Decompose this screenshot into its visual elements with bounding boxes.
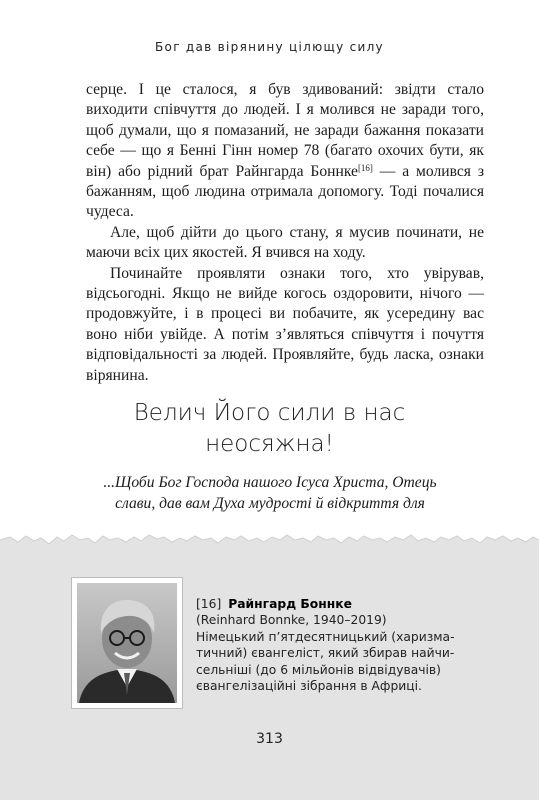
footnote-line-4: тичний) євангеліст, який збирав найчи- [196,646,455,661]
footnote-line-3: Німецький п’ятдесятницький (харизма- [196,629,455,644]
footnote-reference[interactable]: [16] [357,162,373,173]
epigraph-line-2: слави, дав вам Духа мудрості й відкриття для [115,495,425,512]
footnote-line-5: сельніші (до 6 мільйонів відвідувачів) [196,662,441,677]
author-portrait [71,577,183,709]
running-head: Бог дав вірянину цілющу силу [155,40,384,54]
section-title [0,398,539,460]
epigraph-line-1: ...Щоби Бог Господа нашого Ісуса Христа, Отець [103,474,437,491]
footnote-person-name: Райнгард Боннке [228,597,352,611]
section-title-line-2: неосяжна! [205,431,334,457]
paragraph-1-text-b: — а молився з бажанням, щоб людина отримала допомогу. Тоді почалися чудеса. [86,162,484,221]
footnote-line-2: (Reinhard Bonnke, 1940–2019) [196,613,387,628]
paragraph-2: Але, щоб дійти до цього стану, я мусив починати, не маючи всіх цих якостей. Я вчився на ходу. [86,223,484,262]
body-text [86,80,484,386]
footnote [196,596,486,694]
footnote-line-1 [196,596,486,612]
epigraph [70,472,470,514]
page-number: 313 [256,731,283,747]
paragraph-1 [86,80,484,223]
footnote-number: [16] [196,597,222,611]
footnote-line-6: євангелізаційні зібрання в Африці. [196,679,422,694]
section-title-line-1: Велич Його сили в нас [133,400,406,426]
paragraph-1-text-a: серце. І це сталося, я був здивований: звідти стало виходити співчуття до людей. І я молився не заради того, щоб думали, що я помазаний, не заради бажання показати себе — що я Бенні Гінн номер 78 (багато охочих бути, як він) або рідний брат Райнгарда Боннке [86,81,484,180]
paragraph-3: Починайте проявляти ознаки того, хто увірував, відсьогодні. Якщо не вийде когось оздоровити, нічого — продовжуйте, і в процесі ви побачите, як усередину вас воно ніби увійде. А потім з’являться співчуття і почуття відповідальності за людей. Проявляйте, будь ласка, ознаки вірянина. [86,264,484,384]
portrait-photo-icon [77,583,177,703]
